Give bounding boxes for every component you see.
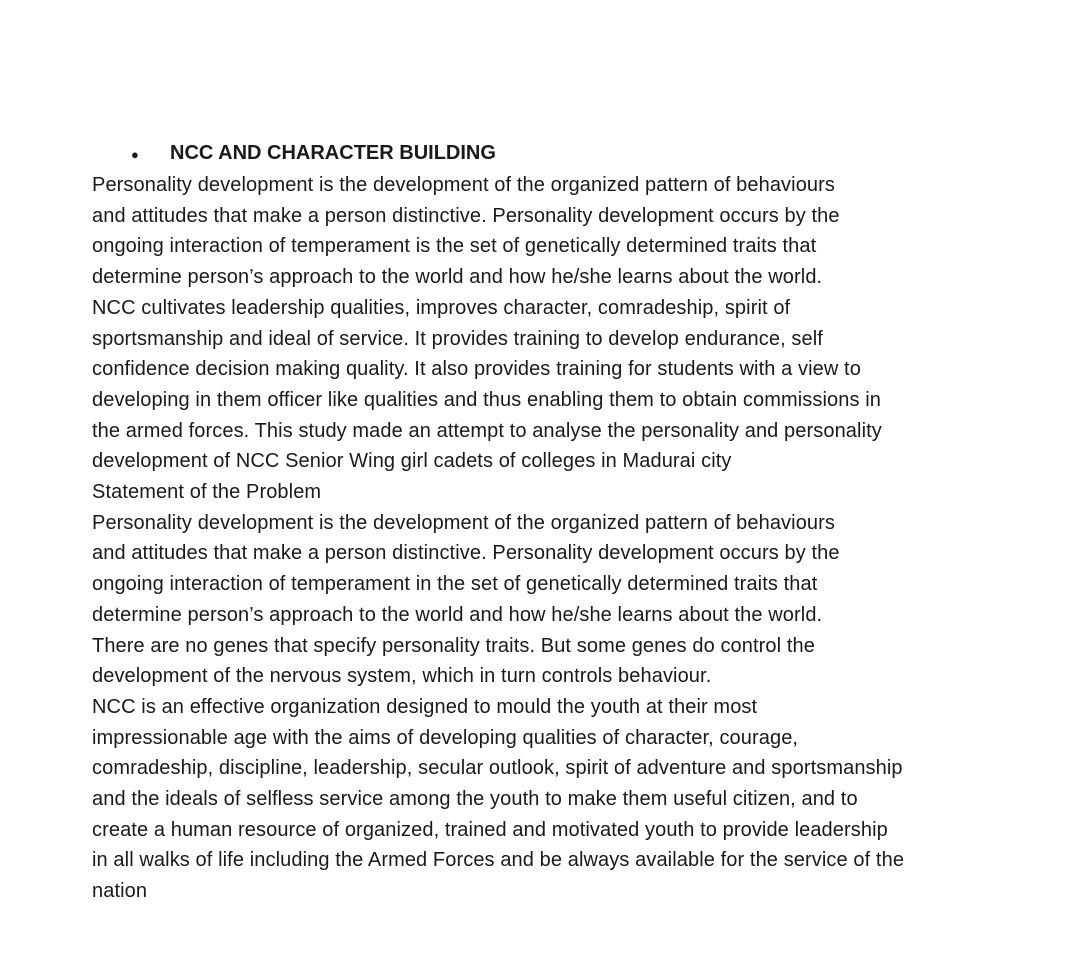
text-line: NCC cultivates leadership qualities, improves character, comradeship, spirit of <box>92 296 791 319</box>
text-line: the armed forces. This study made an attempt to analyse the personality and personality <box>92 419 882 442</box>
text-line: nation <box>92 880 148 903</box>
text-line: determine person’s approach to the world and how he/she learns about the world. <box>92 603 823 626</box>
text-line: and attitudes that make a person distinctive. Personality development occurs by the <box>92 204 840 227</box>
text-line: ongoing interaction of temperament in the set of genetically determined traits that <box>92 573 818 596</box>
bullet-icon: ● <box>131 147 139 162</box>
text-line: developing in them officer like qualities and thus enabling them to obtain commissions in <box>92 388 881 411</box>
text-line: Personality development is the development of the organized pattern of behaviours <box>92 511 836 534</box>
text-line: development of NCC Senior Wing girl cadets of colleges in Madurai city <box>92 450 732 473</box>
text-line: and the ideals of selfless service among the youth to make them useful citizen, and to <box>92 788 858 811</box>
text-line: There are no genes that specify personality traits. But some genes do control the <box>92 634 815 657</box>
section-heading-text: NCC AND CHARACTER BUILDING <box>170 142 496 164</box>
text-line: development of the nervous system, which in turn controls behaviour. <box>92 665 712 688</box>
text-line: Statement of the Problem <box>92 481 322 504</box>
text-line: create a human resource of organized, trained and motivated youth to provide leadership <box>92 818 888 841</box>
text-line: determine person’s approach to the world and how he/she learns about the world. <box>92 266 823 289</box>
text-line: Personality development is the development of the organized pattern of behaviours <box>92 174 836 196</box>
text-line: NCC is an effective organization designed to mould the youth at their most <box>92 695 758 718</box>
section-heading <box>92 138 1042 170</box>
text-line: comradeship, discipline, leadership, secular outlook, spirit of adventure and sportsmanship <box>92 757 903 780</box>
text-line: ongoing interaction of temperament is the set of genetically determined traits that <box>92 235 817 258</box>
text-line: impressionable age with the aims of developing qualities of character, courage, <box>92 726 799 749</box>
text-line: sportsmanship and ideal of service. It provides training to develop endurance, self <box>92 327 823 350</box>
text-line: confidence decision making quality. It also provides training for students with a view to <box>92 358 861 381</box>
text-line: and attitudes that make a person distinctive. Personality development occurs by the <box>92 542 840 565</box>
document-body <box>92 170 1042 907</box>
document-content <box>92 138 1042 907</box>
text-line: in all walks of life including the Armed Forces and be always available for the service of the <box>92 849 905 872</box>
